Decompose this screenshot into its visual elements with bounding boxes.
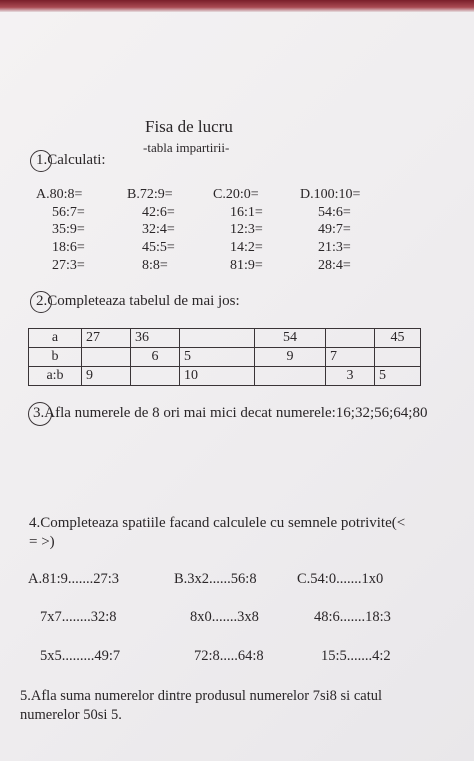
ex1-item: 56:7=: [52, 205, 85, 220]
ex4-item: 8x0.......3x8: [190, 609, 259, 625]
ex1-heading: 1.Calculati:: [36, 152, 106, 168]
ex1-item: 8:8=: [142, 258, 168, 273]
table-cell: 36: [131, 329, 180, 348]
ex1-item: C.20:0=: [213, 187, 259, 202]
table-cell: 10: [180, 367, 255, 386]
ex1-item: 21:3=: [318, 240, 351, 255]
ex4-item: 5x5.........49:7: [40, 648, 121, 664]
table-cell: 6: [131, 348, 180, 367]
ex1-item: 45:5=: [142, 240, 175, 255]
ex1-item: 27:3=: [52, 258, 85, 273]
table-cell: [82, 348, 131, 367]
ex1-item: 18:6=: [52, 240, 85, 255]
division-table: [28, 328, 421, 386]
table-cell: 5: [375, 367, 421, 386]
table-cell: [255, 367, 326, 386]
ex4-item: 7x7........32:8: [40, 609, 117, 625]
ex4-heading: 4.Completeaza spatiile facand calculele cu semnele potrivite(<: [29, 515, 406, 531]
ex3-heading: 3.Afla numerele de 8 ori mai mici decat numerele:16;32;56;64;80: [33, 405, 428, 421]
ex1-item: 16:1=: [230, 205, 263, 220]
ex4-item: A.81:9.......27:3: [28, 571, 120, 587]
table-row: [29, 367, 421, 386]
table-cell: [180, 329, 255, 348]
table-cell: 7: [326, 348, 375, 367]
ex1-item: 54:6=: [318, 205, 351, 220]
ex1-item: 28:4=: [318, 258, 351, 273]
ex4-item: C.54:0.......1x0: [297, 571, 384, 587]
table-cell: 9: [82, 367, 131, 386]
ex4-heading-continued: = >): [29, 534, 55, 550]
table-cell: 45: [375, 329, 421, 348]
table-cell: [326, 329, 375, 348]
table-cell: 9: [255, 348, 326, 367]
table-cell: 3: [326, 367, 375, 386]
ex2-heading: 2.Completeaza tabelul de mai jos:: [36, 293, 240, 309]
background-top-edge: [0, 0, 474, 12]
table-row: [29, 329, 421, 348]
table-cell: 27: [82, 329, 131, 348]
ex1-item: 49:7=: [318, 222, 351, 237]
ex1-item: D.100:10=: [300, 187, 361, 202]
table-cell: a:b: [29, 367, 82, 386]
ex4-item: 48:6.......18:3: [314, 609, 391, 625]
table-cell: 5: [180, 348, 255, 367]
ex5-text: 5.Afla suma numerelor dintre produsul numerelor 7si8 si catul: [20, 688, 383, 704]
ex4-item: 72:8.....64:8: [194, 648, 264, 664]
ex1-item: 32:4=: [142, 222, 175, 237]
ex4-item: B.3x2......56:8: [174, 571, 257, 587]
ex1-item: 14:2=: [230, 240, 263, 255]
ex1-item: 35:9=: [52, 222, 85, 237]
ex5-text-continued: numerelor 50si 5.: [20, 707, 122, 723]
ex1-item: A.80:8=: [36, 187, 83, 202]
table-cell: [375, 348, 421, 367]
ex1-item: 12:3=: [230, 222, 263, 237]
table-cell: 54: [255, 329, 326, 348]
ex4-item: 15:5.......4:2: [321, 648, 391, 664]
table-cell: a: [29, 329, 82, 348]
table-row: [29, 348, 421, 367]
ex1-item: 81:9=: [230, 258, 263, 273]
ex1-item: B.72:9=: [127, 187, 173, 202]
worksheet-subtitle: -tabla impartirii-: [143, 140, 230, 155]
table-cell: [131, 367, 180, 386]
ex1-item: 42:6=: [142, 205, 175, 220]
worksheet-title: Fisa de lucru: [145, 117, 233, 136]
table-cell: b: [29, 348, 82, 367]
